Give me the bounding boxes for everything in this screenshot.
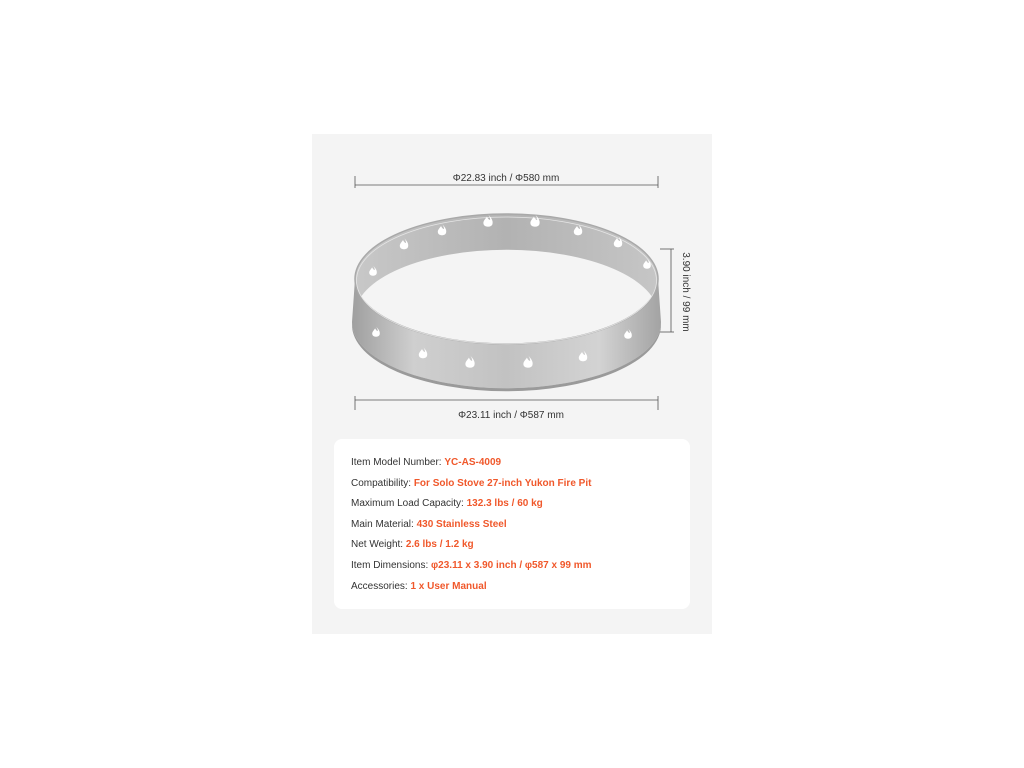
specs-card (334, 439, 690, 609)
spec-value: 2.6 lbs / 1.2 kg (405, 539, 474, 551)
spec-value: 430 Stainless Steel (416, 518, 507, 530)
spec-value: 132.3 lbs / 60 kg (466, 498, 543, 510)
height-label: 3.90 inch / 99 mm (680, 252, 691, 332)
ring-image (352, 214, 661, 391)
spec-compatibility (351, 474, 690, 495)
bottom-diameter-label: Φ23.11 inch / Φ587 mm (458, 410, 564, 421)
product-panel (312, 134, 712, 634)
top-diameter-label: Φ22.83 inch / Φ580 mm (452, 173, 560, 184)
spec-label: Compatibility: (351, 477, 412, 489)
spec-label: Accessories: (351, 580, 408, 592)
top-diameter-dimension (355, 173, 658, 188)
spec-accessories (351, 577, 690, 598)
spec-value: φ23.11 x 3.90 inch / φ587 x 99 mm (431, 559, 592, 571)
spec-net-weight (351, 535, 690, 556)
spec-load-capacity (351, 494, 690, 515)
spec-label: Maximum Load Capacity: (351, 498, 464, 510)
spec-label: Net Weight: (351, 539, 404, 551)
spec-value: 1 x User Manual (410, 580, 487, 592)
specs-list (334, 439, 690, 597)
spec-label: Item Model Number: (351, 457, 442, 468)
height-dimension (660, 249, 691, 332)
spec-dimensions (351, 556, 690, 577)
bottom-diameter-dimension (355, 396, 658, 421)
spec-value: YC-AS-4009 (444, 457, 502, 468)
ring-diagram (312, 134, 712, 434)
spec-label: Item Dimensions: (351, 559, 429, 571)
spec-label: Main Material: (351, 518, 414, 530)
spec-value: For Solo Stove 27-inch Yukon Fire Pit (413, 477, 592, 489)
spec-material (351, 515, 690, 536)
spec-model-number (351, 453, 690, 474)
